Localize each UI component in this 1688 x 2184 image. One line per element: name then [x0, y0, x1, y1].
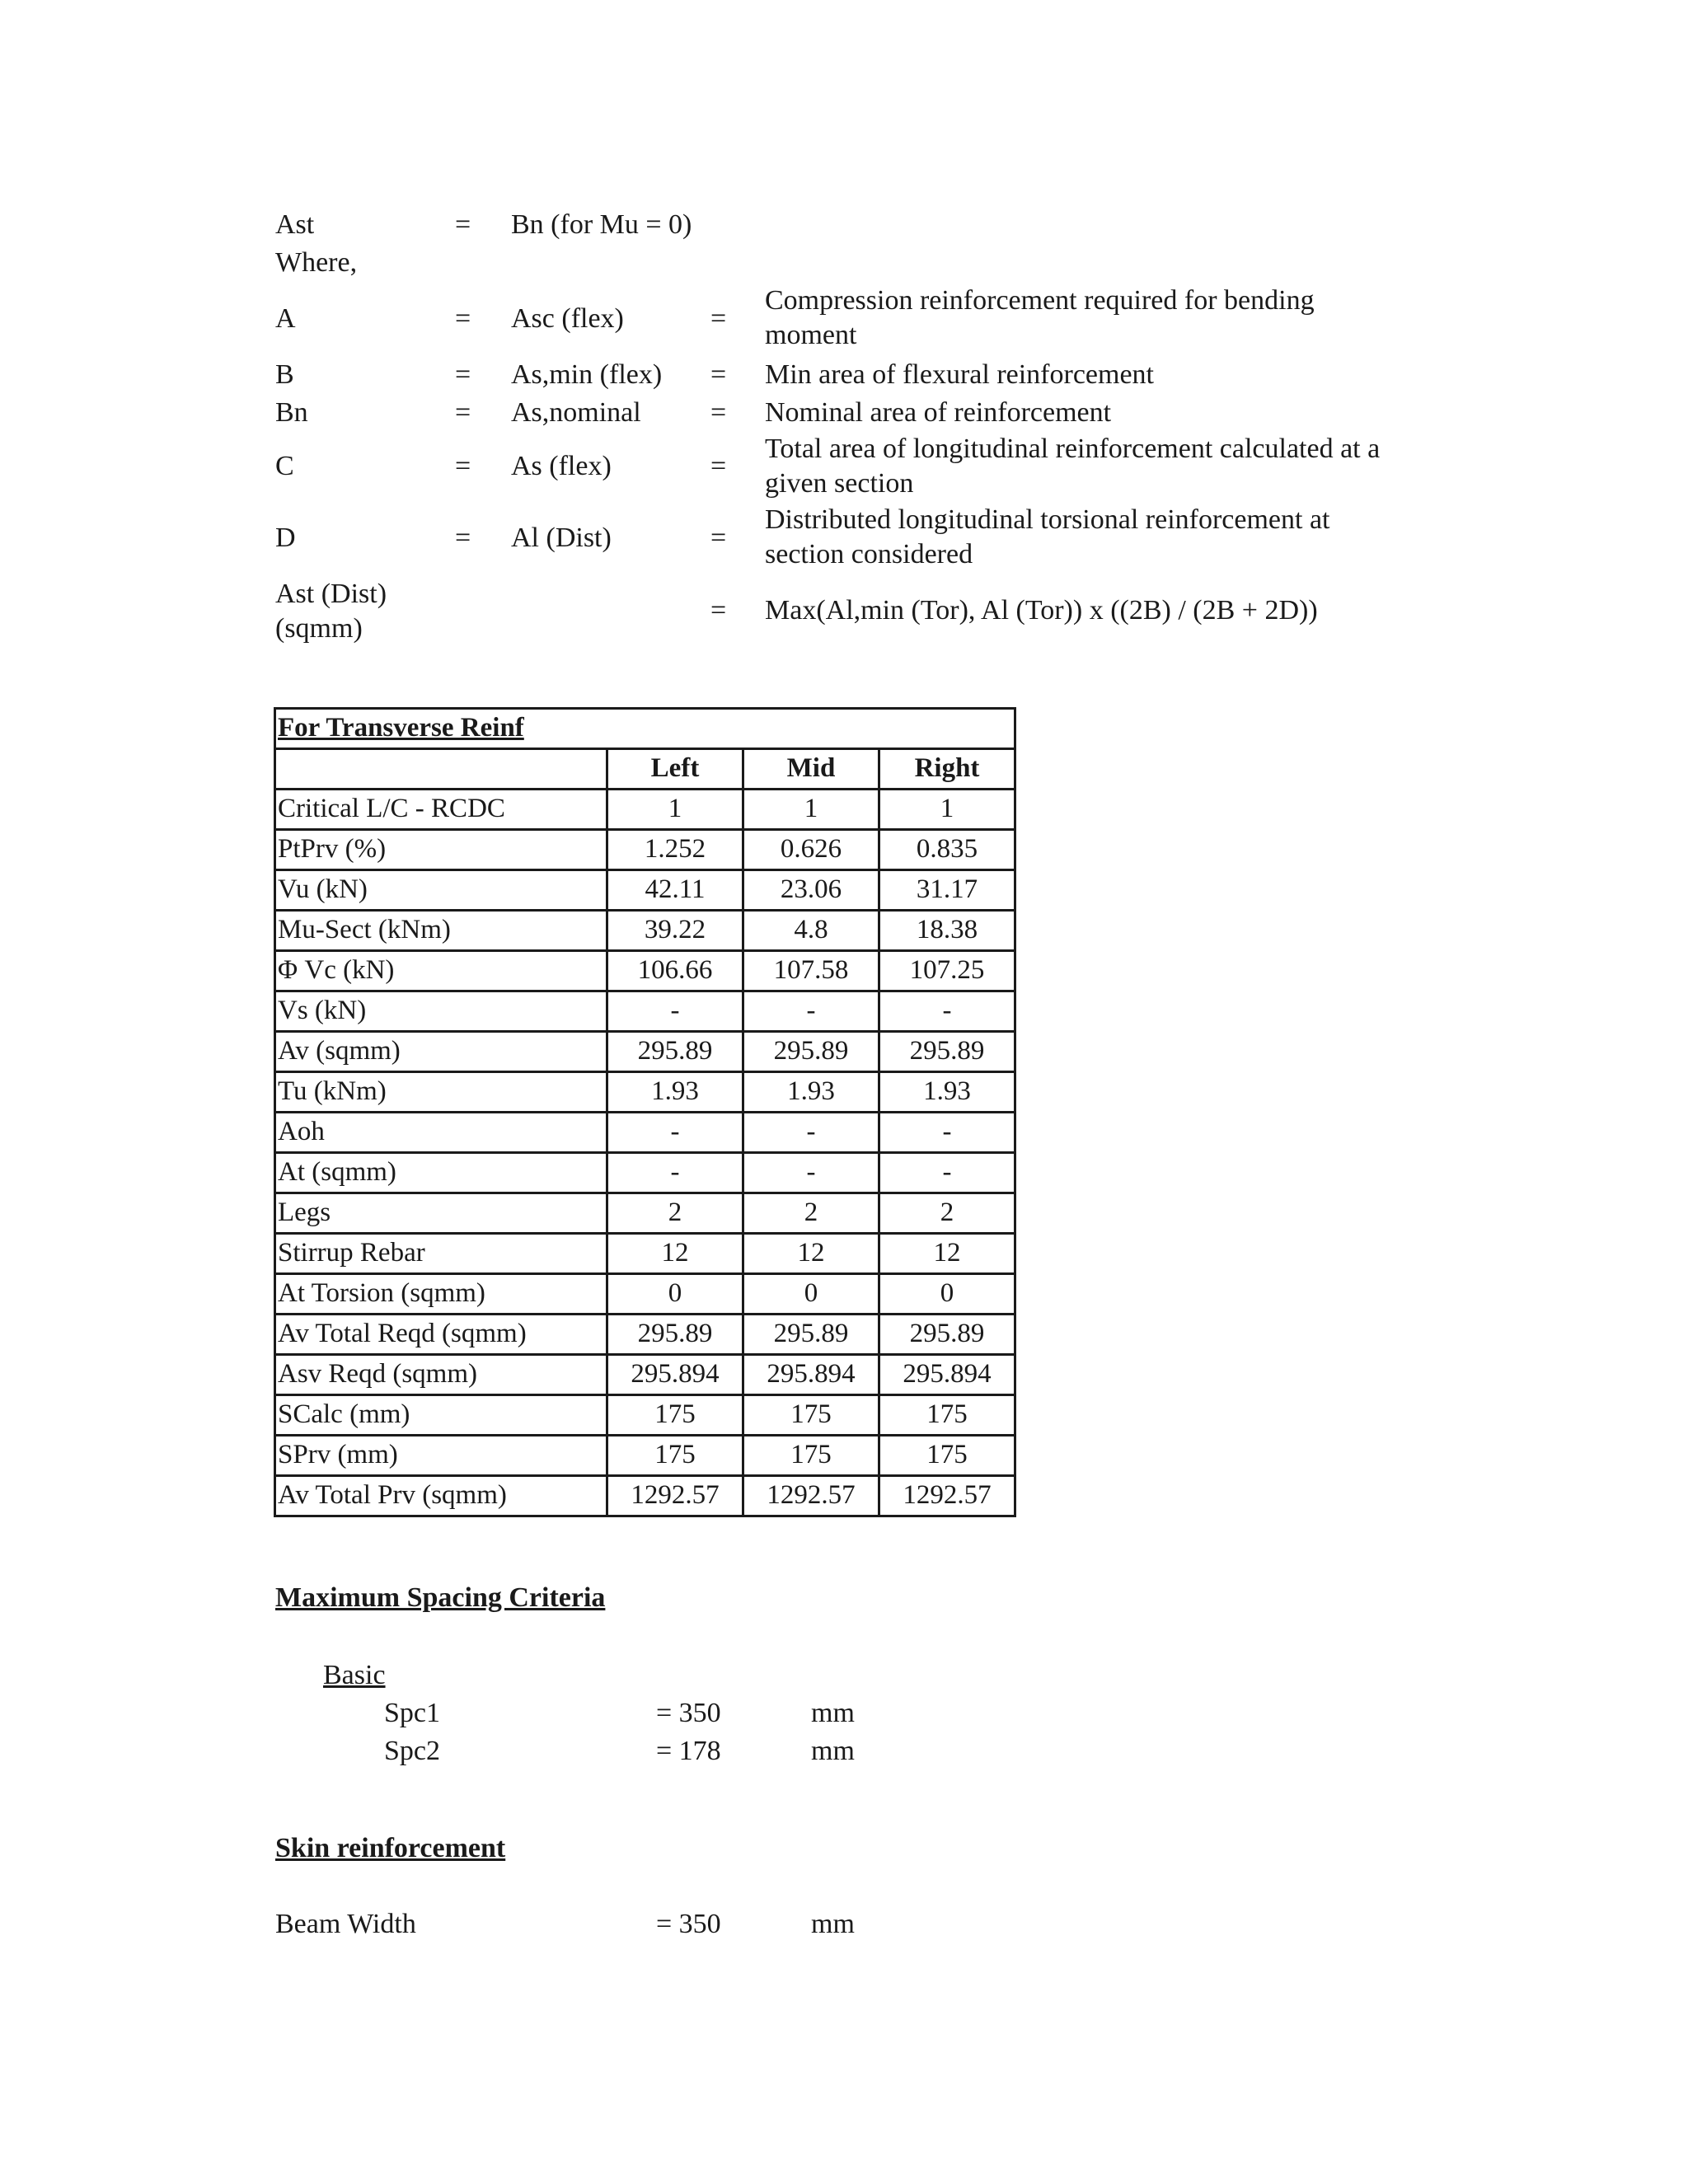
table-cell: 295.89: [607, 1315, 743, 1355]
ast-label: Ast: [275, 209, 315, 240]
table-cell: 295.894: [743, 1355, 879, 1395]
transverse-reinf-table: [274, 707, 1016, 1517]
table-body: [275, 790, 1015, 1516]
ast-dist-label: Ast (Dist) (sqmm): [275, 579, 387, 644]
table-cell: 0: [743, 1274, 879, 1315]
spc1-unit: mm: [811, 1698, 855, 1728]
table-cell: 295.89: [879, 1315, 1015, 1355]
ast-dist-expr: Max(Al,min (Tor), Al (Tor)) x ((2B) / (2B + 2D)): [765, 595, 1318, 626]
table-cell: 0: [879, 1274, 1015, 1315]
row-label: At (sqmm): [275, 1153, 607, 1193]
def-expr: As,min (flex): [511, 359, 663, 390]
beam-width-label: Beam Width: [275, 1909, 416, 1939]
basic-label: Basic: [323, 1660, 386, 1690]
row-label: Vs (kN): [275, 991, 607, 1032]
table-cell: 106.66: [607, 951, 743, 991]
table-row: [275, 991, 1015, 1032]
table-row: [275, 1072, 1015, 1113]
table-cell: 295.89: [607, 1032, 743, 1072]
table-cell: -: [879, 1113, 1015, 1153]
equals-sign: =: [455, 359, 471, 390]
row-label: At Torsion (sqmm): [275, 1274, 607, 1315]
spc2-unit: mm: [811, 1736, 855, 1766]
def-expr: Al (Dist): [511, 523, 612, 553]
table-cell: 175: [743, 1395, 879, 1436]
def-desc: Compression reinforcement required for bending moment: [765, 285, 1315, 350]
column-header-right: Right: [879, 749, 1015, 790]
table-cell: -: [743, 1113, 879, 1153]
def-symbol: D: [275, 523, 296, 553]
table-cell: 175: [743, 1436, 879, 1476]
table-cell: -: [607, 991, 743, 1032]
equals-sign: =: [455, 303, 471, 334]
table-cell: 31.17: [879, 870, 1015, 911]
def-desc: Total area of longitudinal reinforcement calculated at a given section: [765, 434, 1381, 499]
table-cell: 18.38: [879, 911, 1015, 951]
row-label: SCalc (mm): [275, 1395, 607, 1436]
def-expr: As (flex): [511, 451, 612, 481]
table-row: [275, 1274, 1015, 1315]
table-cell: 175: [879, 1436, 1015, 1476]
table-cell: -: [879, 1153, 1015, 1193]
table-cell: 2: [879, 1193, 1015, 1234]
table-cell: 12: [743, 1234, 879, 1274]
table-cell: 39.22: [607, 911, 743, 951]
table-cell: 1292.57: [879, 1476, 1015, 1516]
table-cell: -: [879, 991, 1015, 1032]
table-cell: 175: [607, 1395, 743, 1436]
row-label: Av Total Reqd (sqmm): [275, 1315, 607, 1355]
spc1-label: Spc1: [384, 1698, 440, 1728]
table-row: [275, 911, 1015, 951]
table-header-row: [275, 749, 1015, 790]
row-label: Av (sqmm): [275, 1032, 607, 1072]
header-blank-cell: [275, 749, 607, 790]
table-row: [275, 1436, 1015, 1476]
table-cell: 107.58: [743, 951, 879, 991]
equals-sign: =: [455, 397, 471, 428]
table-cell: 1.252: [607, 830, 743, 870]
table-cell: 107.25: [879, 951, 1015, 991]
table-cell: 1292.57: [607, 1476, 743, 1516]
column-header-left: Left: [607, 749, 743, 790]
equals-sign: =: [455, 451, 471, 481]
spc2-label: Spc2: [384, 1736, 440, 1766]
table-cell: -: [743, 1153, 879, 1193]
equals-sign: =: [710, 359, 727, 390]
row-label: Φ Vc (kN): [275, 951, 607, 991]
table-cell: 0.626: [743, 830, 879, 870]
equals-sign: =: [455, 209, 471, 240]
table-cell: 2: [743, 1193, 879, 1234]
skin-heading: Skin reinforcement: [275, 1833, 506, 1863]
def-symbol: B: [275, 359, 294, 390]
table-title: For Transverse Reinf: [275, 709, 1015, 749]
row-label: Legs: [275, 1193, 607, 1234]
table-cell: 295.89: [743, 1315, 879, 1355]
table-cell: -: [607, 1113, 743, 1153]
table-cell: 1: [879, 790, 1015, 830]
equals-sign: =: [710, 397, 727, 428]
table-cell: 295.89: [743, 1032, 879, 1072]
table-cell: 295.894: [879, 1355, 1015, 1395]
table-cell: 1.93: [879, 1072, 1015, 1113]
table-row: [275, 951, 1015, 991]
def-desc: Min area of flexural reinforcement: [765, 359, 1154, 390]
row-label: Vu (kN): [275, 870, 607, 911]
row-label: Mu-Sect (kNm): [275, 911, 607, 951]
table-title-row: [275, 709, 1015, 749]
table-cell: 0: [607, 1274, 743, 1315]
def-expr: As,nominal: [511, 397, 641, 428]
table-row: [275, 870, 1015, 911]
table-row: [275, 790, 1015, 830]
table-cell: 4.8: [743, 911, 879, 951]
table-cell: 1: [743, 790, 879, 830]
table-row: [275, 1476, 1015, 1516]
table-cell: 2: [607, 1193, 743, 1234]
row-label: Stirrup Rebar: [275, 1234, 607, 1274]
column-header-mid: Mid: [743, 749, 879, 790]
equals-sign: =: [710, 303, 727, 334]
def-expr: Asc (flex): [511, 303, 624, 334]
equals-sign: =: [710, 523, 727, 553]
table-row: [275, 830, 1015, 870]
equals-sign: =: [455, 523, 471, 553]
table-cell: 1.93: [607, 1072, 743, 1113]
row-label: Asv Reqd (sqmm): [275, 1355, 607, 1395]
def-symbol: C: [275, 451, 294, 481]
row-label: Av Total Prv (sqmm): [275, 1476, 607, 1516]
table-cell: 0.835: [879, 830, 1015, 870]
def-symbol: Bn: [275, 397, 308, 428]
table-cell: 175: [607, 1436, 743, 1476]
equals-sign: =: [710, 595, 727, 626]
row-label: Tu (kNm): [275, 1072, 607, 1113]
table-cell: 295.89: [879, 1032, 1015, 1072]
table-row: [275, 1193, 1015, 1234]
spc1-value: = 350: [656, 1698, 721, 1728]
table-row: [275, 1032, 1015, 1072]
spc2-value: = 178: [656, 1736, 721, 1766]
table-cell: 42.11: [607, 870, 743, 911]
beam-width-value: = 350: [656, 1909, 721, 1939]
where-label: Where,: [275, 247, 358, 278]
table-row: [275, 1395, 1015, 1436]
def-desc: Distributed longitudinal torsional reinforcement at section considered: [765, 504, 1330, 569]
row-label: PtPrv (%): [275, 830, 607, 870]
table-cell: 1292.57: [743, 1476, 879, 1516]
table-row: [275, 1234, 1015, 1274]
row-label: Aoh: [275, 1113, 607, 1153]
def-desc: Nominal area of reinforcement: [765, 397, 1112, 428]
beam-width-unit: mm: [811, 1909, 855, 1939]
table-cell: 12: [607, 1234, 743, 1274]
table-row: [275, 1315, 1015, 1355]
table-cell: 1: [607, 790, 743, 830]
table-cell: 1.93: [743, 1072, 879, 1113]
spacing-heading: Maximum Spacing Criteria: [275, 1582, 606, 1613]
row-label: SPrv (mm): [275, 1436, 607, 1476]
table-row: [275, 1113, 1015, 1153]
table-cell: 175: [879, 1395, 1015, 1436]
table-row: [275, 1355, 1015, 1395]
row-label: Critical L/C - RCDC: [275, 790, 607, 830]
def-symbol: A: [275, 303, 296, 334]
table-cell: 295.894: [607, 1355, 743, 1395]
ast-value: Bn (for Mu = 0): [511, 209, 692, 240]
equals-sign: =: [710, 451, 727, 481]
table-row: [275, 1153, 1015, 1193]
table-cell: 23.06: [743, 870, 879, 911]
table-cell: -: [743, 991, 879, 1032]
table-cell: -: [607, 1153, 743, 1193]
table-cell: 12: [879, 1234, 1015, 1274]
